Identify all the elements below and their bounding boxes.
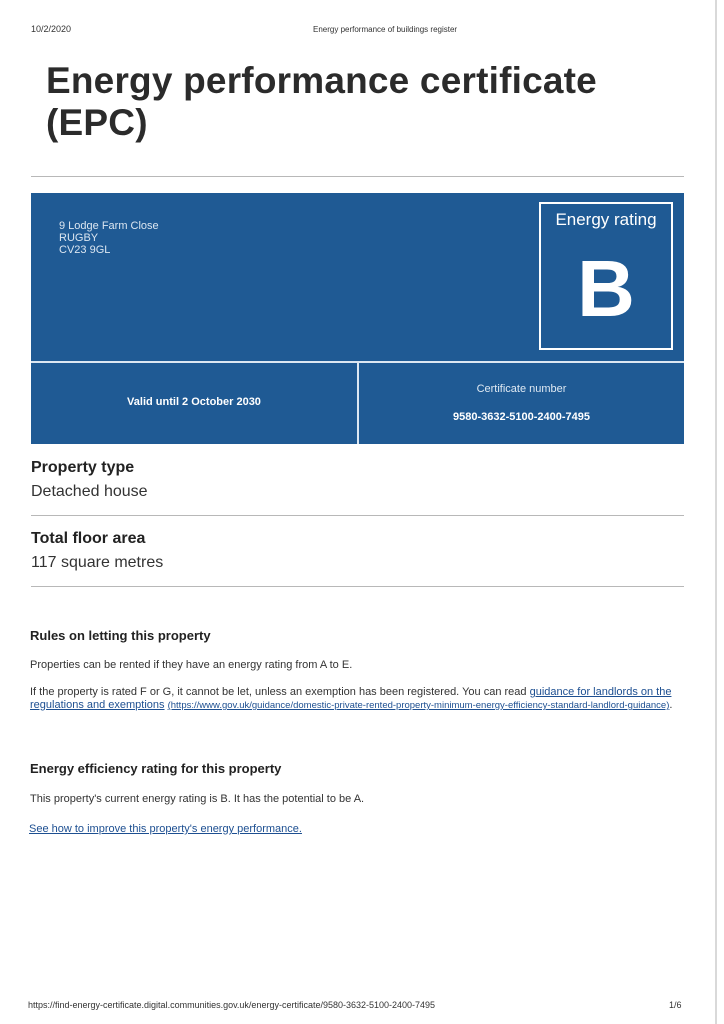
divider bbox=[31, 515, 684, 516]
page-title bbox=[46, 60, 666, 144]
certificate-number-label: Certificate number bbox=[476, 383, 567, 395]
footer-url: https://find-energy-certificate.digital.communities.gov.uk/energy-certificate/9580-3632-5100-2400-7495 bbox=[28, 1000, 436, 1010]
letting-rules-heading: Rules on letting this property bbox=[30, 628, 211, 643]
divider bbox=[31, 586, 684, 587]
energy-rating-box bbox=[539, 202, 673, 350]
address-line: 9 Lodge Farm Close bbox=[59, 220, 159, 232]
page-edge bbox=[715, 0, 717, 1024]
property-address bbox=[59, 220, 159, 256]
property-type-heading: Property type bbox=[31, 459, 135, 476]
panel-divider-vertical bbox=[357, 361, 359, 444]
page-title-line1: Energy performance certificate bbox=[46, 60, 597, 101]
energy-rating-label: Energy rating bbox=[555, 210, 657, 229]
property-type-value: Detached house bbox=[31, 483, 148, 500]
floor-area-heading: Total floor area bbox=[31, 530, 146, 547]
divider bbox=[31, 176, 684, 177]
address-line: RUGBY bbox=[59, 232, 99, 244]
certificate-number: 9580-3632-5100-2400-7495 bbox=[452, 411, 590, 423]
page-title-line2: (EPC) bbox=[46, 102, 148, 143]
address-line: CV23 9GL bbox=[59, 244, 111, 256]
valid-until: Valid until 2 October 2030 bbox=[127, 396, 261, 408]
efficiency-text: This property's current energy rating is B. It has the potential to be A. bbox=[30, 793, 365, 805]
print-site-title: Energy performance of buildings register bbox=[313, 25, 458, 34]
print-date: 10/2/2020 bbox=[31, 24, 72, 34]
landlord-guidance-link[interactable]: guidance for landlords on the regulations and exemptions bbox=[30, 686, 672, 711]
efficiency-heading: Energy efficiency rating for this property bbox=[30, 761, 282, 776]
exemptions-text: If the property is rated F or G, it cannot be let, unless an exemption has been registered. You can read bbox=[30, 686, 530, 698]
energy-rating-letter: B bbox=[577, 244, 635, 333]
landlord-guidance-url[interactable]: (https://www.gov.uk/guidance/domestic-private-rented-property-minimum-energy-efficiency-standard-landlord-guidance) bbox=[167, 700, 670, 711]
improve-performance-link[interactable]: See how to improve this property's energy performance. bbox=[29, 823, 302, 835]
page-number: 1/6 bbox=[669, 1000, 682, 1010]
letting-rules-text: Properties can be rented if they have an energy rating from A to E. bbox=[30, 659, 353, 671]
letting-rules-exemptions bbox=[30, 686, 686, 712]
exemptions-end: . bbox=[669, 699, 673, 711]
floor-area-value: 117 square metres bbox=[31, 554, 164, 571]
